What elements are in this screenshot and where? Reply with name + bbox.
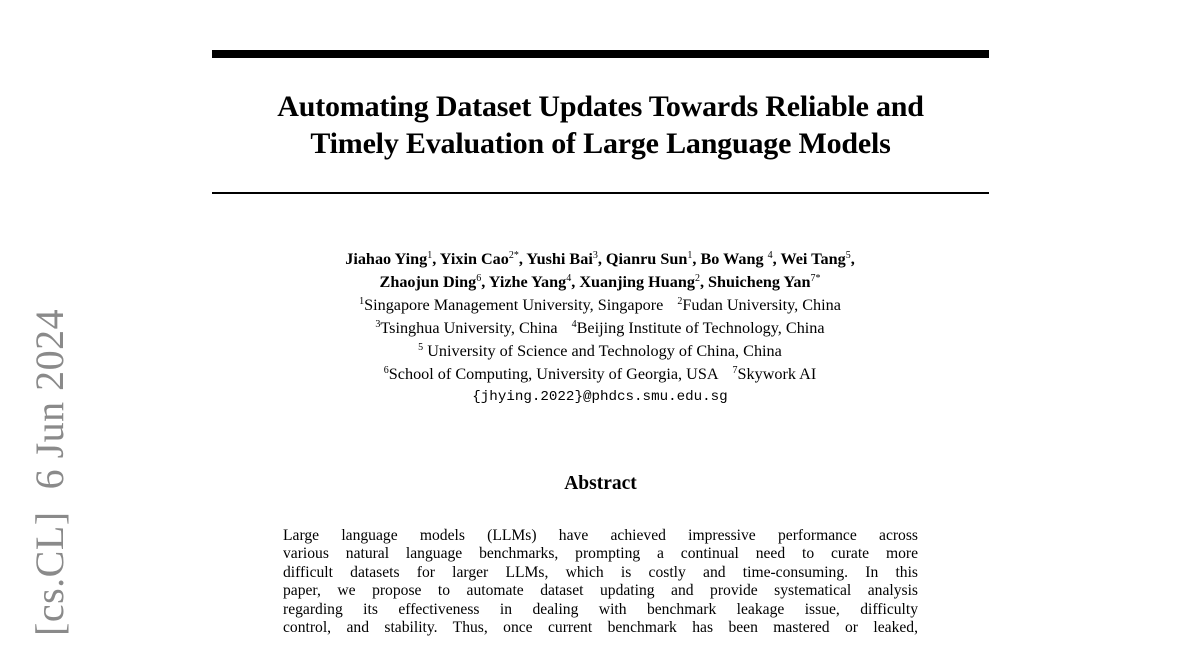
title-line-2: Timely Evaluation of Large Language Models	[310, 127, 891, 160]
author-name: Yizhe Yang	[488, 273, 567, 291]
affiliation-mark: 4	[571, 319, 577, 330]
author-name: Yixin Cao	[439, 250, 509, 268]
author-separator: ,	[692, 250, 701, 268]
affiliation-text: Singapore Management University, Singapore	[364, 296, 664, 314]
author-affiliation-mark: 2	[694, 273, 700, 284]
affiliation-mark: 3	[375, 319, 381, 330]
author-name: Shuicheng Yan	[708, 273, 811, 291]
arxiv-sidebar-stamp	[27, 308, 72, 636]
author-affiliation-mark: 2*	[508, 250, 519, 261]
affiliation-text: Beijing Institute of Technology, China	[576, 319, 825, 337]
affiliation-mark: 5	[418, 342, 424, 353]
abstract-line: difficult datasets for larger LLMs, which is costly and time-consuming. In this	[283, 563, 918, 581]
affiliation-text: Skywork AI	[737, 365, 817, 383]
author-name: Zhaojun Ding	[379, 273, 477, 291]
affiliation-mark: 7	[732, 365, 738, 376]
author-affiliation-mark: 5	[845, 250, 851, 261]
author-separator: ,	[699, 273, 709, 291]
author-separator: ,	[481, 273, 489, 291]
author-affiliation-mark: 4	[566, 273, 572, 284]
abstract-body	[283, 527, 918, 648]
affiliation-line-1	[200, 294, 1000, 317]
author-affiliation-mark: 7*	[810, 273, 821, 284]
abstract-line: paper, we propose to automate dataset updating and provide systematical analysis	[283, 582, 918, 600]
author-name: Qianru Sun	[605, 250, 688, 268]
affiliation-line-3	[200, 340, 1000, 363]
paper-title	[212, 88, 989, 162]
author-separator: ,	[518, 250, 527, 268]
affiliation-text: Tsinghua University, China	[380, 319, 558, 337]
authors-line-2	[200, 271, 1000, 294]
arxiv-category: [cs.CL]	[27, 511, 72, 636]
abstract-heading: Abstract	[564, 473, 637, 494]
author-name: Jiahao Ying	[345, 250, 428, 268]
title-rule	[212, 192, 989, 194]
affiliation-text: School of Computing, University of Georgia, USA	[388, 365, 719, 383]
author-name: Yushi Bai	[526, 250, 593, 268]
author-separator: ,	[772, 250, 781, 268]
affiliation-mark: 6	[383, 365, 389, 376]
author-block	[200, 248, 1000, 409]
abstract-line: various natural language benchmarks, prompting a continual need to curate more	[283, 545, 918, 563]
author-name: Xuanjing Huang	[579, 273, 695, 291]
abstract-line: Large language models (LLMs) have achieved impressive performance across	[283, 527, 918, 544]
author-separator: ,	[432, 250, 440, 268]
author-separator: ,	[850, 250, 855, 268]
authors-line-1	[200, 248, 1000, 271]
author-affiliation-mark: 4	[767, 250, 773, 261]
affiliation-mark: 2	[677, 296, 683, 307]
author-affiliation-mark: 3	[592, 250, 598, 261]
title-line-1: Automating Dataset Updates Towards Reliable and	[277, 90, 924, 123]
author-affiliation-mark: 6	[476, 273, 482, 284]
affiliation-line-2	[200, 317, 1000, 340]
author-affiliation-mark: 1	[687, 250, 693, 261]
affiliation-text: Fudan University, China	[682, 296, 841, 314]
abstract-line: regarding its effectiveness in dealing with benchmark leakage issue, difficulty	[283, 600, 918, 618]
affiliation-mark: 1	[359, 296, 365, 307]
author-separator: ,	[597, 250, 606, 268]
abstract-line: control, and stability. Thus, once current benchmark has been mastered or leaked,	[283, 619, 918, 637]
contact-email: {jhying.2022}@phdcs.smu.edu.sg	[472, 389, 728, 405]
author-name: Bo Wang	[700, 250, 768, 268]
affiliation-line-4	[200, 363, 1000, 386]
arxiv-date: 6 Jun 2024	[27, 308, 72, 490]
author-name: Wei Tang	[780, 250, 846, 268]
top-rule	[212, 50, 989, 58]
author-affiliation-mark: 1	[427, 250, 433, 261]
affiliation-text: University of Science and Technology of China, China	[423, 342, 782, 360]
author-separator: ,	[571, 273, 580, 291]
